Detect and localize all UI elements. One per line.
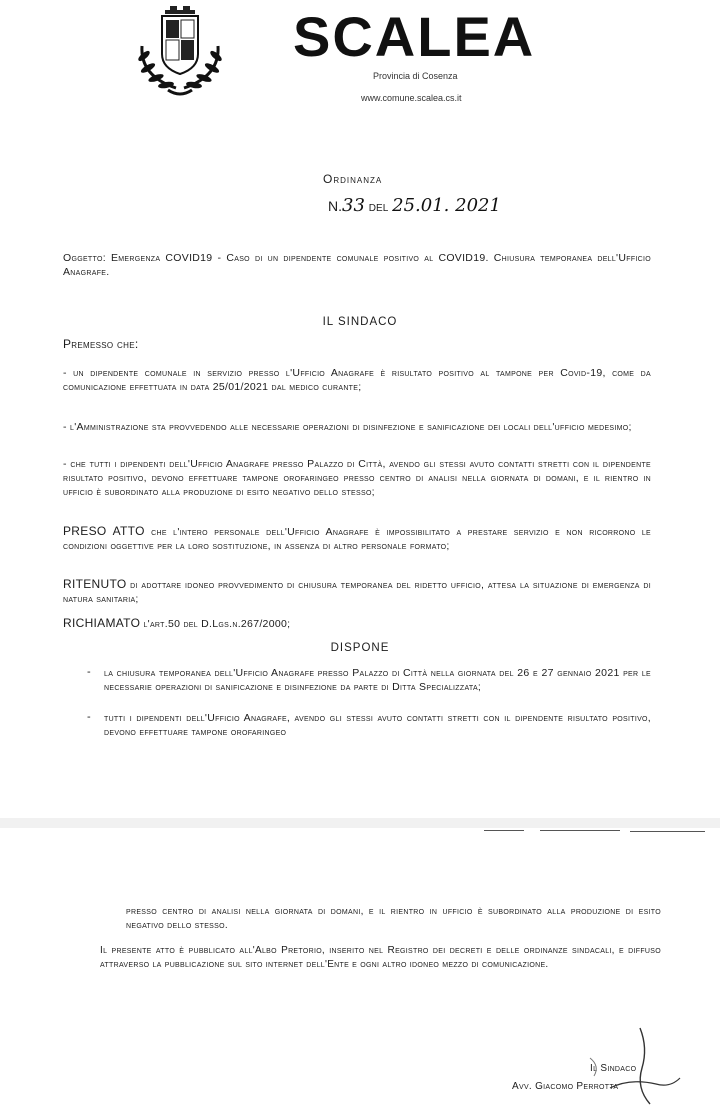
- scan-mark: [540, 830, 620, 831]
- oggetto-label: Oggetto:: [63, 252, 106, 264]
- signature-title: Il Sindaco: [590, 1063, 637, 1074]
- preso-atto-text: che l'intero personale dell'Ufficio Anagrafe è impossibilitato a prestare servizio e non ricorrono le condizioni oggettive per la loro sostituzione, in assenza di altro personale formato;: [63, 526, 652, 552]
- ritenuto-label: RITENUTO: [63, 577, 127, 591]
- province-label: Provincia di Cosenza: [373, 71, 458, 81]
- richiamato-text: l'art.50 del D.Lgs.n.267/2000;: [143, 618, 291, 630]
- premesso-item-3: - che tutti i dipendenti dell'Ufficio Anagrafe presso Palazzo di Città, avendo gli stessi avuto contatti stretti con il dipendente risultato positivo, devono effettuare tampone orofaringeo presso centro di analisi nella giornata di domani, e il rientro in ufficio è subordinato alla produzione di esito negativo dello stesso;: [63, 458, 651, 498]
- scan-mark: [484, 830, 524, 831]
- date-prefix: del: [368, 198, 389, 214]
- bullet-marker: -: [87, 711, 91, 723]
- ordinanza-number-line: [328, 195, 501, 216]
- oggetto-text: Emergenza COVID19 - Caso di un dipendente comunale positivo al COVID19. Chiusura temporanea dell'Ufficio Anagrafe.: [63, 252, 651, 278]
- dispone-heading: DISPONE: [330, 642, 390, 654]
- number-prefix: N.: [328, 198, 342, 214]
- document-page-2: [0, 828, 720, 1108]
- dispone-item-2: tutti i dipendenti dell'Ufficio Anagrafe, avendo gli stessi avuto contatti stretti con il dipendente risultato positivo, devono effettuare tampone orofaringeo: [104, 712, 651, 738]
- coat-of-arms-icon: [132, 6, 228, 98]
- ordinanza-date: 25.01. 2021: [392, 195, 501, 216]
- dispone-item-2-continuation: presso centro di analisi nella giornata di domani, e il rientro in ufficio è subordinato alla produzione di esito negativo dello stesso.: [126, 906, 661, 931]
- preso-atto-paragraph: [63, 524, 651, 553]
- richiamato-label: RICHIAMATO: [63, 616, 141, 630]
- page-separator: [0, 818, 720, 828]
- sindaco-heading: IL SINDACO: [322, 316, 398, 328]
- premesso-label: Premesso che:: [63, 337, 139, 351]
- publication-paragraph: Il presente atto è pubblicato all'Albo Pretorio, inserito nel Registro dei decreti e delle ordinanze sindacali, e diffuso attraverso la pubblicazione sul sito internet dell'Ente e ogni altro idoneo mezzo di comunicazione.: [100, 945, 661, 970]
- website-label: www.comune.scalea.cs.it: [361, 93, 462, 103]
- ritenuto-text: di adottare idoneo provvedimento di chiusura temporanea del ridetto ufficio, attesa la situazione di emergenza di natura sanitaria;: [63, 579, 651, 605]
- oggetto-paragraph: [63, 251, 651, 279]
- municipality-title: SCALEA: [293, 5, 536, 68]
- richiamato-paragraph: [63, 616, 651, 631]
- handwritten-signature-icon: [570, 1018, 690, 1108]
- premesso-item-2: - l'Amministrazione sta provvedendo alle necessarie operazioni di disinfezione e sanificazione dei locali dell'ufficio medesimo;: [63, 421, 632, 433]
- premesso-item-1: - un dipendente comunale in servizio presso l'Ufficio Anagrafe è risultato positivo al tampone per Covid-19, come da comunicazione effettuata in data 25/01/2021 dal medico curante;: [63, 367, 651, 393]
- scan-mark: [630, 831, 705, 832]
- signature-name: Avv. Giacomo Perrotta: [512, 1081, 619, 1092]
- bullet-marker: -: [87, 666, 91, 678]
- preso-atto-label: PRESO ATTO: [63, 524, 145, 538]
- ordinanza-label: Ordinanza: [323, 172, 383, 186]
- ritenuto-paragraph: [63, 577, 651, 606]
- dispone-item-1: la chiusura temporanea dell'Ufficio Anagrafe presso Palazzo di Città nella giornata del 26 e 27 gennaio 2021 per le necessarie operazioni di sanificazione e disinfezione da parte di Ditta Specializzata;: [104, 667, 651, 693]
- ordinanza-number: 33: [342, 195, 365, 216]
